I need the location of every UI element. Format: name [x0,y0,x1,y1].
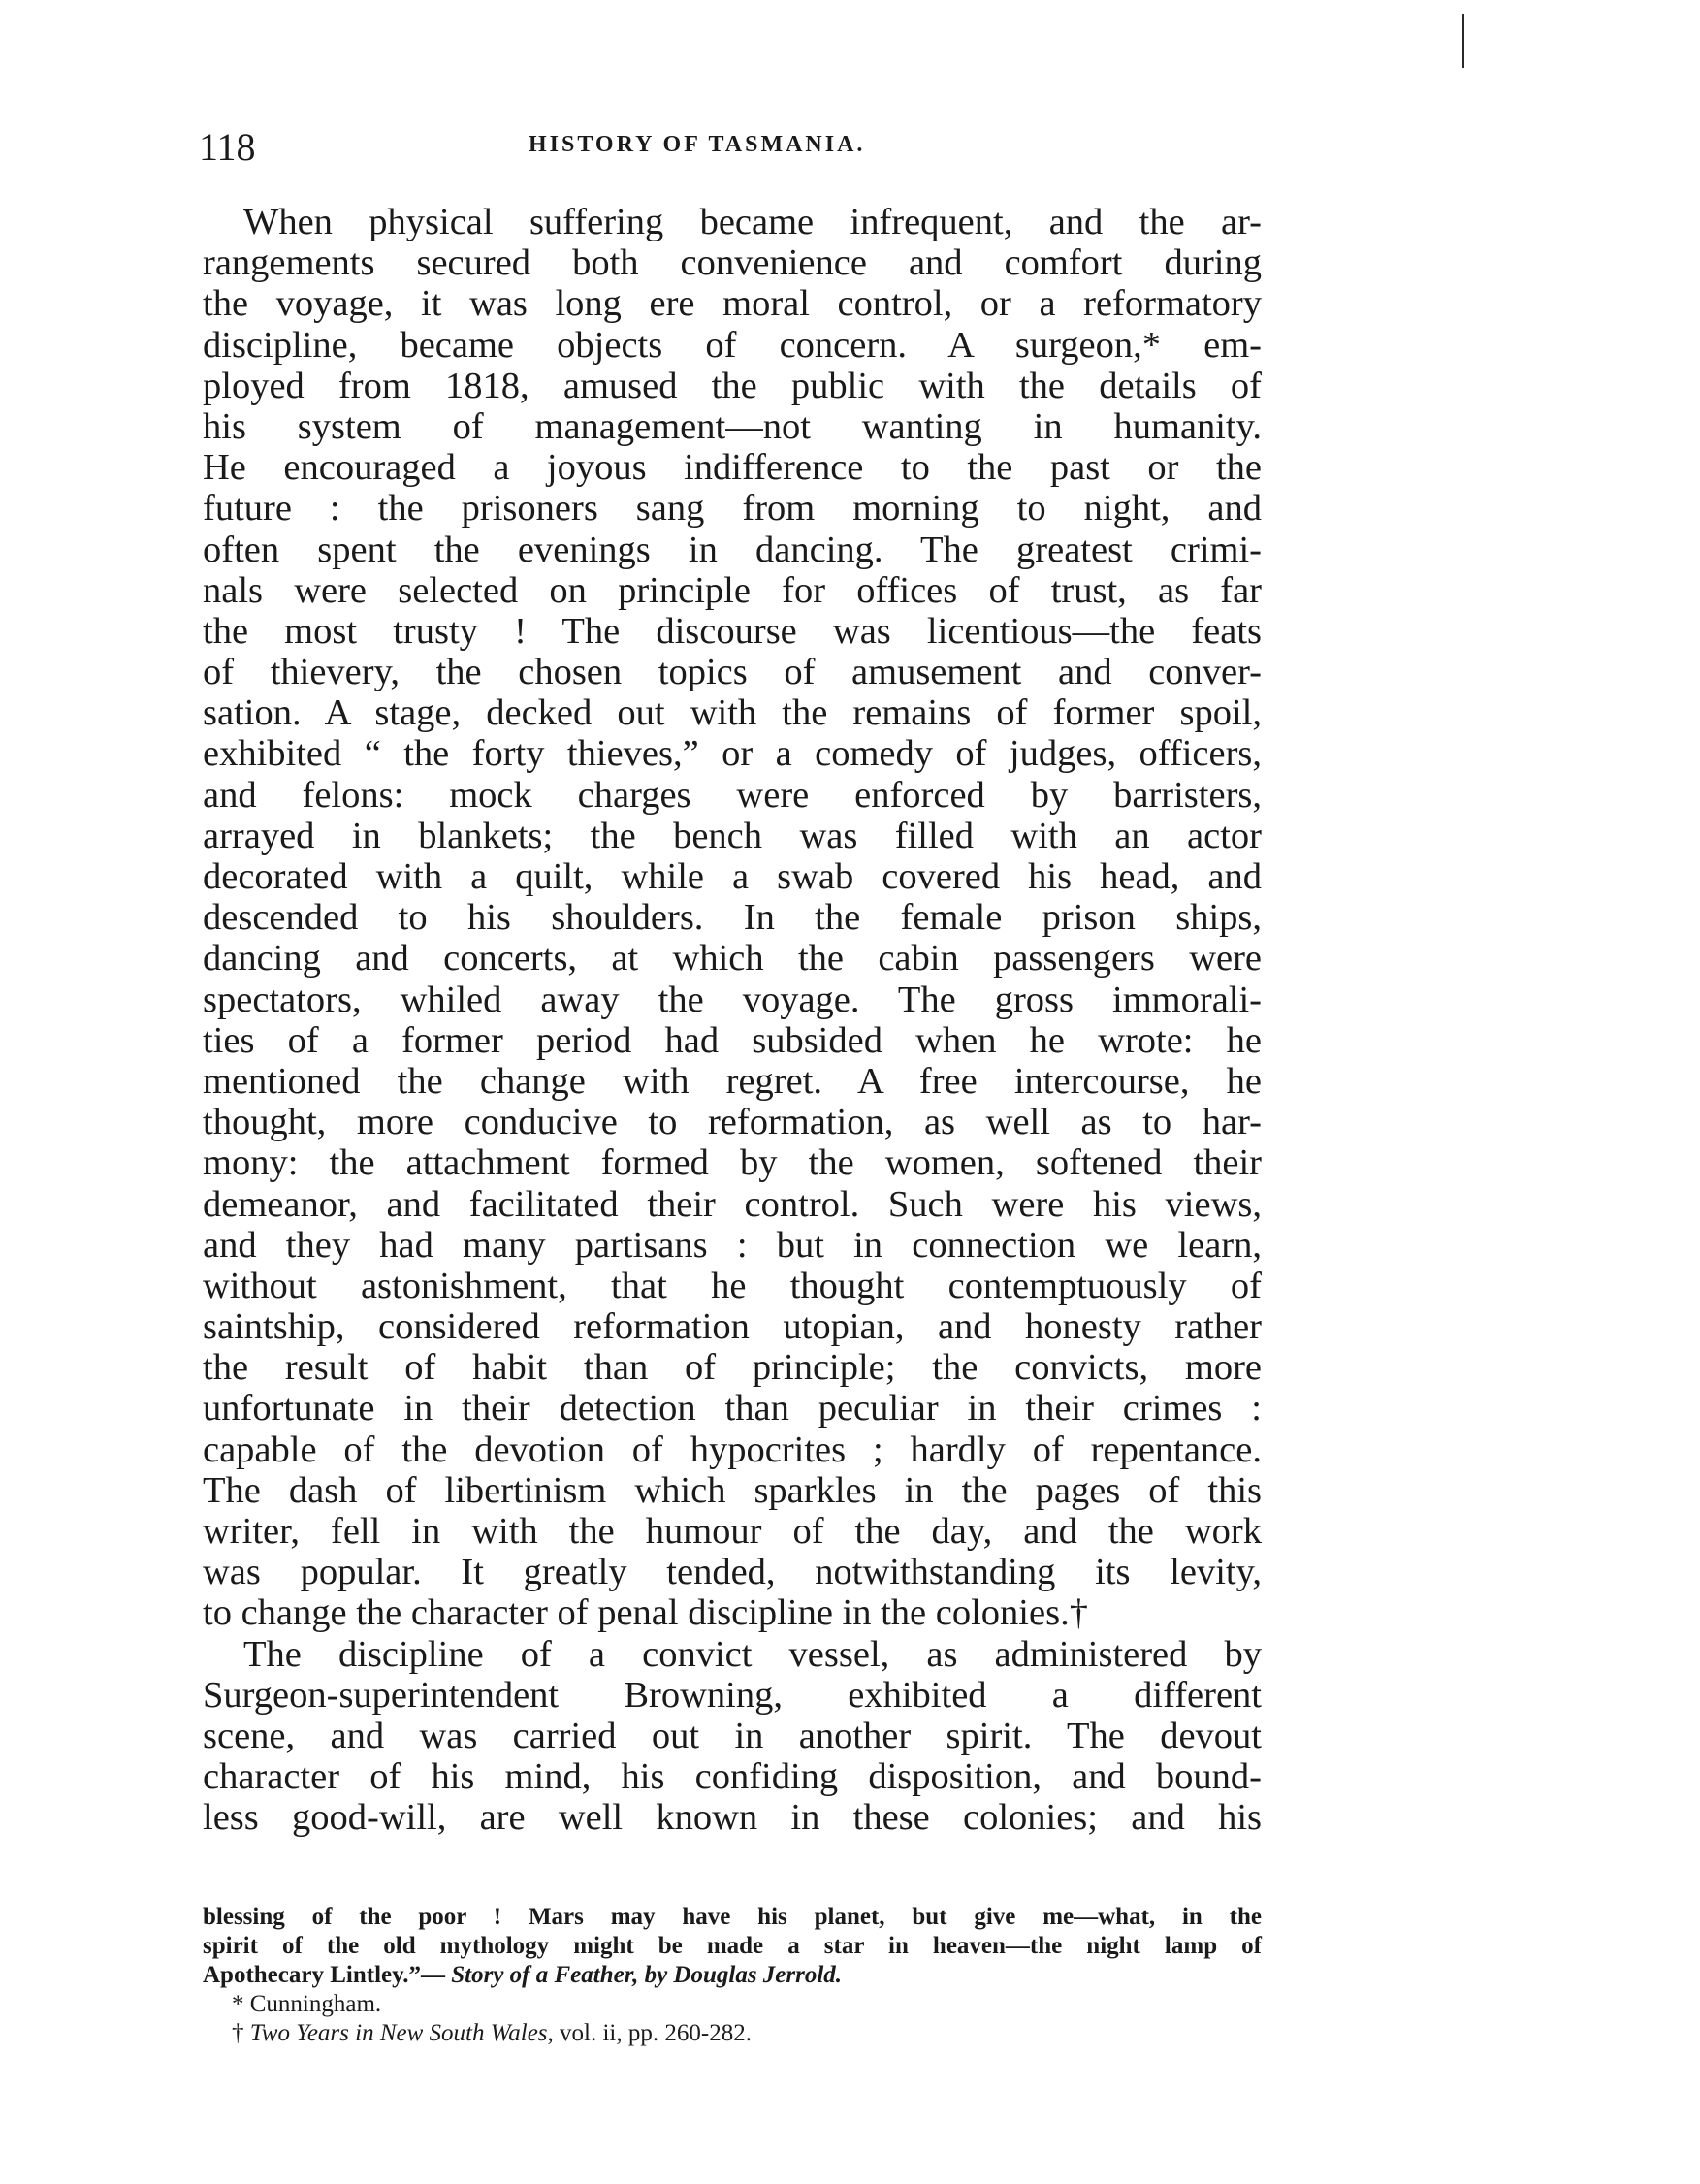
text-line: demeanor, and facilitated their control. Such were his views, [203,1183,1262,1225]
footnote-continuation-line: blessing of the poor ! Mars may have his planet, but give me—what, in the [203,1904,1262,1930]
text-line: unfortunate in their detection than peculiar in their crimes : [203,1388,1262,1429]
text-line: Surgeon-superintendent Browning, exhibited a different [203,1674,1262,1716]
text-line: the voyage, it was long ere moral control, or a reformatory [203,283,1262,325]
text-line: sation. A stage, decked out with the remains of former spoil, [203,692,1262,734]
text-line: rangements secured both convenience and comfort during [203,242,1262,284]
footnote-dagger-title: Two Years in New South Wales [249,2020,548,2046]
text-line: the result of habit than of principle; the convicts, more [203,1347,1262,1389]
footnote-star-text: Cunningham. [249,1991,382,2017]
text-line: The discipline of a convict vessel, as administered by [243,1633,1262,1675]
running-head: HISTORY OF TASMANIA. [529,132,866,157]
text-line: The dash of libertinism which sparkles in the pages of this [203,1469,1262,1511]
footnote-continuation-line: spirit of the old mythology might be made a star in heaven—the night lamp of [203,1933,1262,1959]
text-line: nals were selected on principle for offices of trust, as far [203,569,1262,611]
page-header [199,124,1256,167]
text-line: decorated with a quilt, while a swab covered his head, and [203,856,1262,897]
footnote-star-marker: * [232,1991,244,2017]
text-line: He encouraged a joyous indifference to the past or the [203,447,1262,489]
text-line: ployed from 1818, amused the public with the details of [203,365,1262,406]
text-line: thought, more conducive to reformation, as well as to har- [203,1102,1262,1143]
margin-rule-mark [1462,14,1464,68]
text-line: descended to his shoulders. In the female prison ships, [203,897,1262,939]
text-line: arrayed in blankets; the bench was filled with an actor [203,815,1262,856]
footnote-continuation-last [203,1961,1262,1990]
text-line: exhibited “ the forty thieves,” or a comedy of judges, officers, [203,733,1262,775]
text-line: of thievery, the chosen topics of amusement and conver- [203,652,1262,693]
text-line: ties of a former period had subsided when he wrote: he [203,1019,1262,1061]
page-number: 118 [199,125,256,169]
text-line: scene, and was carried out in another spirit. The devout [203,1715,1262,1756]
text-line: When physical suffering became infrequent, and the ar- [243,202,1262,242]
text-line: saintship, considered reformation utopian, and honesty rather [203,1306,1262,1348]
text-line: mony: the attachment formed by the women, softened their [203,1142,1262,1184]
body-text [203,202,1262,1839]
text-line: character of his mind, his confiding disposition, and bound- [203,1756,1262,1798]
text-line: was popular. It greatly tended, notwithstanding its levity, [203,1552,1262,1593]
footnote-dagger [203,2019,1262,2048]
text-line: his system of management—not wanting in humanity. [203,405,1262,447]
text-line: without astonishment, that he thought contemptuously of [203,1265,1262,1306]
footnote-star [203,1990,1262,2019]
text-line: the most trusty ! The discourse was licentious—the feats [203,610,1262,652]
text-line: discipline, became objects of concern. A surgeon,* em- [203,324,1262,366]
footnote-attribution-lead: Apothecary Lintley.”— [203,1962,445,1988]
footnotes [203,1903,1262,2048]
text-line: spectators, whiled away the voyage. The gross immorali- [203,979,1262,1020]
footnote-dagger-marker: † [232,2020,244,2046]
text-line: and they had many partisans : but in connection we learn, [203,1224,1262,1266]
text-line: and felons: mock charges were enforced by barristers, [203,774,1262,816]
text-line: to change the character of penal discipline in the colonies.† [203,1592,1088,1634]
text-line: often spent the evenings in dancing. The greatest crimi- [203,529,1262,570]
text-line: mentioned the change with regret. A free intercourse, he [203,1060,1262,1102]
text-line: less good-will, are well known in these colonies; and his [203,1797,1262,1839]
footnote-source-title: Story of a Feather, by Douglas Jerrold. [451,1962,843,1988]
text-line: future : the prisoners sang from morning to night, and [203,488,1262,530]
text-line: capable of the devotion of hypocrites ; hardly of repentance. [203,1429,1262,1470]
text-line: writer, fell in with the humour of the day, and the work [203,1511,1262,1552]
text-line: dancing and concerts, at which the cabin passengers were [203,938,1262,980]
footnote-dagger-ref: , vol. ii, pp. 260-282. [547,2020,752,2046]
